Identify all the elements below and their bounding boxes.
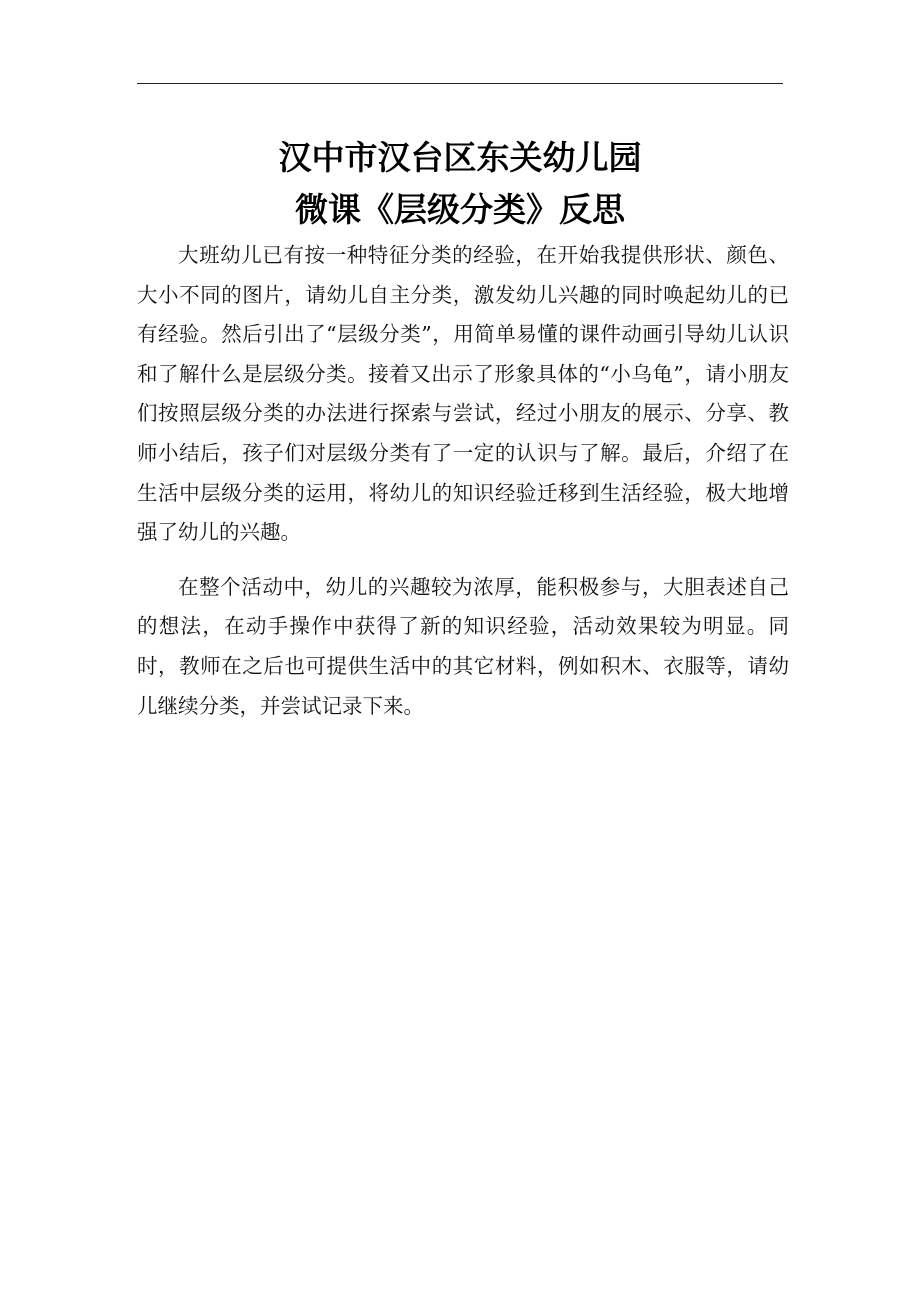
paragraph-1: 大班幼儿已有按一种特征分类的经验，在开始我提供形状、颜色、大小不同的图片，请幼儿自主分类，激发幼儿兴趣的同时唤起幼儿的已有经验。然后引出了“层级分类”，用简单易懂的课件动画引导幼儿认识和了解什么是层级分类。接着又出示了形象具体的“小乌龟”，请小朋友们按照层级分类的办法进行探索与尝试，经过小朋友的展示、分享、教师小结后，孩子们对层级分类有了一定的认识与了解。最后，介绍了在生活中层级分类的运用，将幼儿的知识经验迁移到生活经验，极大地增强了幼儿的兴趣。	[137, 243, 789, 545]
paragraph-2: 在整个活动中，幼儿的兴趣较为浓厚，能积极参与，大胆表述自己的想法，在动手操作中获得了新的知识经验，活动效果较为明显。同时，教师在之后也可提供生活中的其它材料，例如积木、衣服等，请幼儿继续分类，并尝试记录下来。	[137, 574, 789, 718]
header-rule	[137, 83, 783, 84]
document-title-line-1: 汉中市汉台区东关幼儿园	[278, 138, 642, 177]
document-title-line-2: 微课《层级分类》反思	[295, 190, 625, 229]
document-body	[137, 236, 789, 741]
